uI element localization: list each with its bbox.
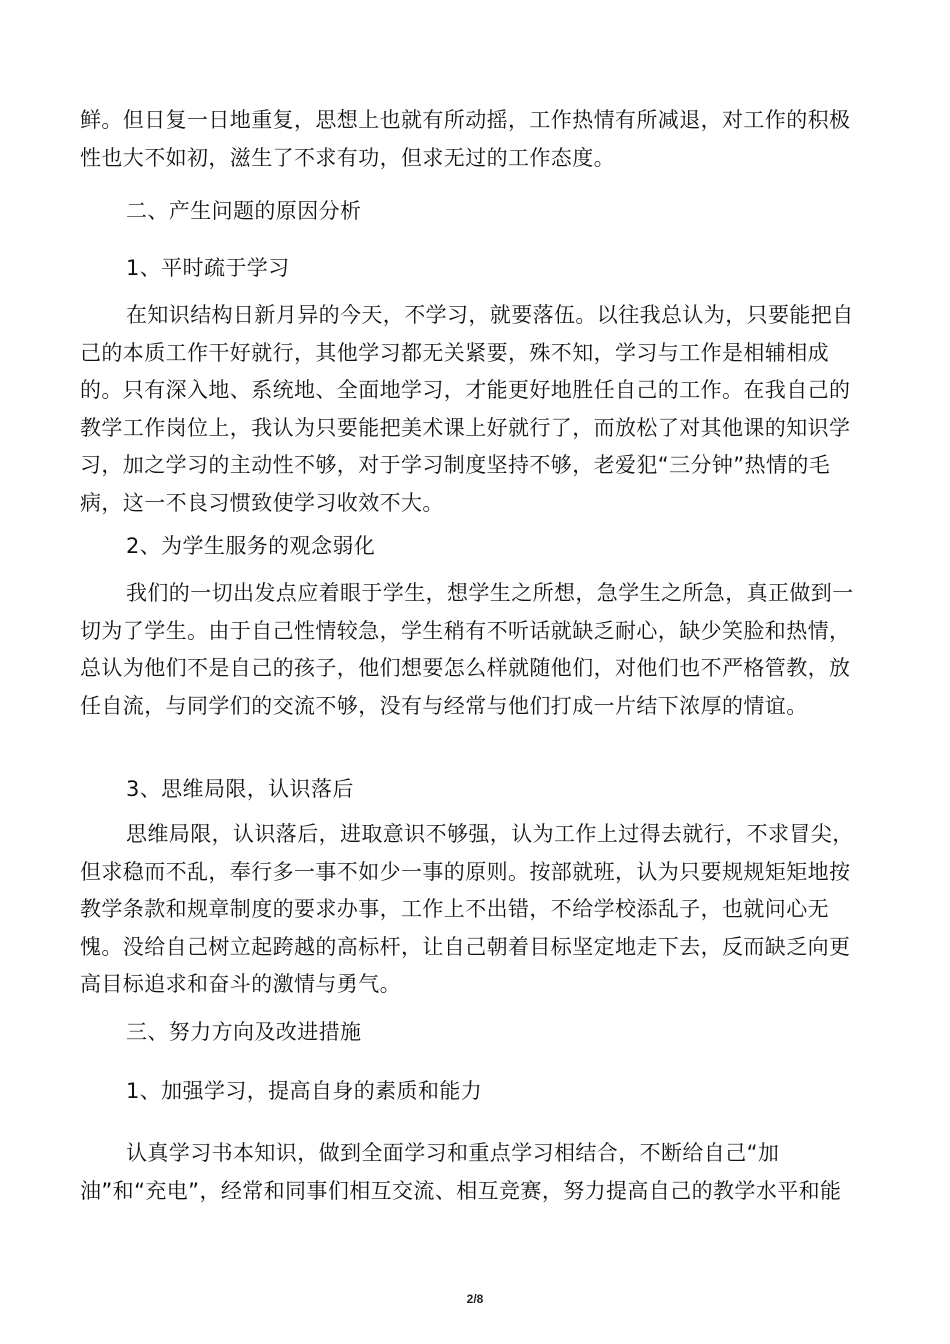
subheading-3-1: 1、加强学习，提高自身的素质和能力 <box>126 1079 483 1103</box>
subheading-2-2: 2、为学生服务的观念弱化 <box>126 534 376 558</box>
paragraph-study: 在知识结构日新月异的今天，不学习，就要落伍。以往我总认为，只要能把自己的本质工作干好就行，其他学习都无关紧要，殊不知，学习与工作是相辅相成的。只有深入地、系统地、全面地学习，才能更好地胜任自己的工作。在我自己的教学工作岗位上，我认为只要能把美术课上好就行了，而放松了对其他课的知识学习，加之学习的主动性不够，对于学习制度坚持不够，老爱犯“三分钟”热情的毛病，这一不良习惯致使学习收效不大。 <box>80 303 854 515</box>
paragraph-service: 我们的一切出发点应着眼于学生，想学生之所想，急学生之所急，真正做到一切为了学生。由于自己性情较急，学生稍有不听话就缺乏耐心，缺少笑脸和热情，总认为他们不是自己的孩子，他们想要怎么样就随他们，对他们也不严格管教，放任自流，与同学们的交流不够，没有与经常与他们打成一片结下浓厚的情谊。 <box>80 581 854 718</box>
paragraph-learning: 认真学习书本知识，做到全面学习和重点学习相结合，不断给自己“加油”和“充电”，经常和同事们相互交流、相互竞赛，努力提高自己的教学水平和能 <box>80 1141 842 1203</box>
section-heading-3: 三、努力方向及改进措施 <box>126 1020 362 1044</box>
paragraph-thinking: 思维局限，认识落后，进取意识不够强，认为工作上过得去就行，不求冒尖，但求稳而不乱，奉行多一事不如少一事的原则。按部就班，认为只要规规矩矩地按教学条款和规章制度的要求办事，工作上不出错，不给学校添乱子，也就问心无愧。没给自己树立起跨越的高标杆，让自己朝着目标坚定地走下去，反而缺乏向更高目标追求和奋斗的激情与勇气。 <box>80 822 854 996</box>
section-heading-2: 二、产生问题的原因分析 <box>126 199 362 223</box>
subheading-2-3: 3、思维局限，认识落后 <box>126 777 354 801</box>
subheading-2-1: 1、平时疏于学习 <box>126 256 290 280</box>
page-number: 2/8 <box>466 1292 484 1306</box>
paragraph-continuation: 鲜。但日复一日地重复，思想上也就有所动摇，工作热情有所减退，对工作的积极性也大不如初，滋生了不求有功，但求无过的工作态度。 <box>80 108 851 170</box>
